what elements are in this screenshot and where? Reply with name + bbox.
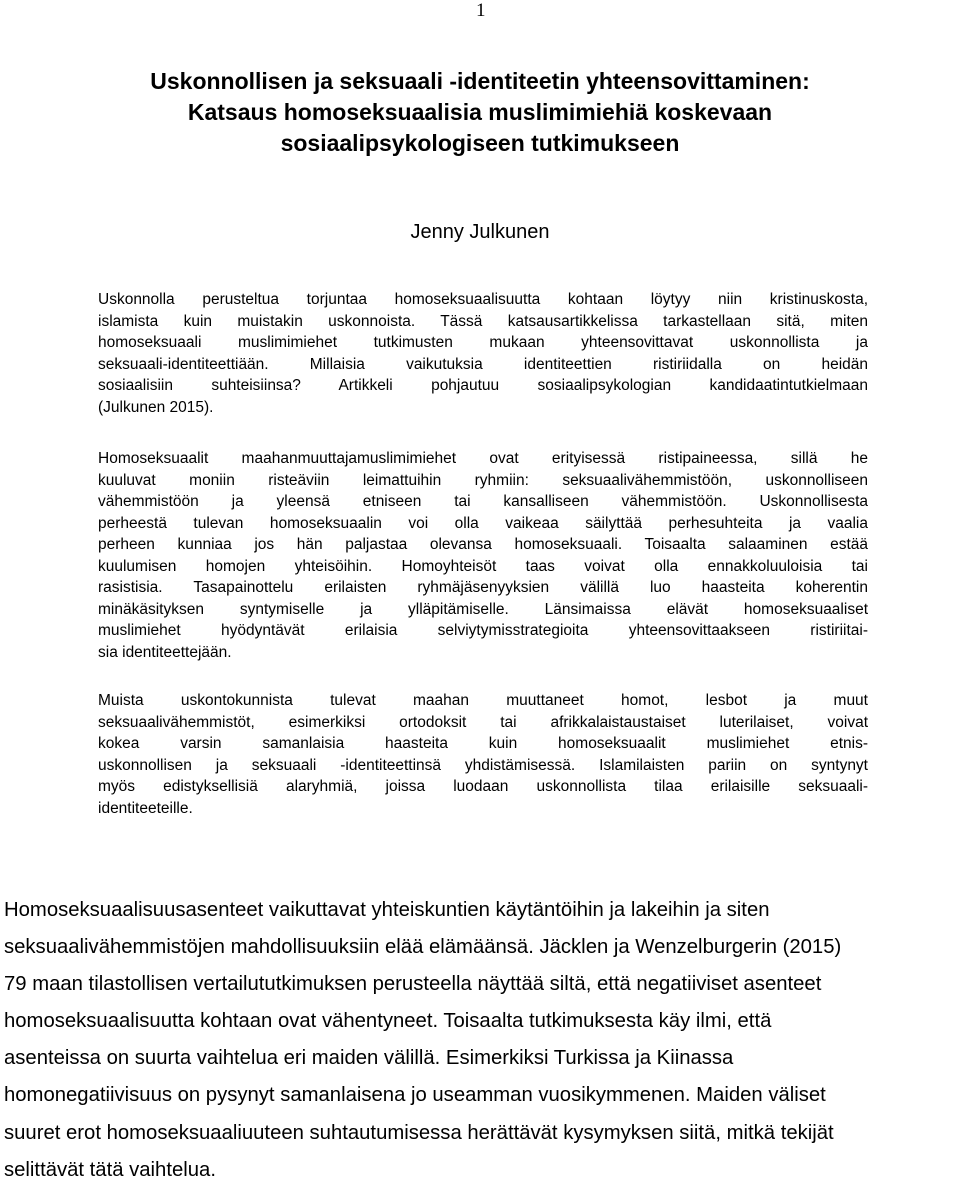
title-line: Katsaus homoseksuaalisia muslimimiehiä koskevaan [187, 99, 773, 125]
paragraph-line: myös edistyksellisiä alaryhmiä, joissa luodaan uskonnollista tilaa erilaisille seksuaali- [98, 778, 868, 795]
body-line: suuret erot homoseksuaaliuuteen suhtautumisessa herättävät kysymyksen siitä, mitkä tekijät [4, 1121, 834, 1144]
body-line: seksuaalivähemmistöjen mahdollisuuksiin elää elämäänsä. Jäcklen ja Wenzelburgerin (2015) [4, 936, 842, 959]
paragraph-line: muslimiehet hyödyntävät erilaisia selviytymisstrategioita yhteensovittaakseen ristiriitai- [98, 622, 868, 639]
paragraph-line: Homoseksuaalit maahanmuuttajamuslimimiehet ovat erityisessä ristipaineessa, sillä he [98, 450, 868, 467]
body-line: asenteissa on suurta vaihtelua eri maiden välillä. Esimerkiksi Turkissa ja Kiinassa [4, 1047, 734, 1070]
body-paragraph [4, 892, 954, 1189]
abstract-line: Uskonnolla perusteltua torjuntaa homoseksuaalisuutta kohtaan löytyy niin kristinuskosta, [98, 291, 868, 308]
paragraph-line: vähemmistöön ja yleensä etniseen tai kansalliseen vähemmistöön. Uskonnollisesta [98, 493, 868, 510]
paragraph-line: perheen kunniaa jos hän paljastaa olevansa homoseksuaali. Toisaalta salaaminen estää [98, 536, 868, 553]
paragraph-line: kuuluvat moniin risteäviin leimattuihin ryhmiin: seksuaalivähemmistöön, uskonnolliseen [98, 471, 868, 489]
body-line: homoseksuaalisuutta kohtaan ovat vähentyneet. Toisaalta tutkimuksesta käy ilmi, että [4, 1010, 772, 1033]
page-number: 1 [476, 0, 486, 21]
body-line: Homoseksuaalisuusasenteet vaikuttavat yhteiskuntien käytäntöihin ja lakeihin ja siten [4, 899, 770, 921]
body-line: 79 maan tilastollisen vertailututkimuksen perusteella näyttää siltä, että negatiiviset asenteet [4, 973, 822, 996]
intro-paragraph-2 [98, 690, 868, 819]
abstract [98, 289, 868, 418]
body-line: selittävät tätä vaihtelua. [4, 1158, 216, 1181]
intro-paragraph-1 [98, 448, 868, 663]
paragraph-line: perheestä tulevan homoseksuaalin voi olla vaikeaa säilyttää perhesuhteita ja vaalia [98, 514, 868, 532]
paragraph-line: Muista uskontokunnista tulevat maahan muuttaneet homot, lesbot ja muut [98, 692, 868, 709]
paragraph-line: uskonnollisen ja seksuaali -identiteettinsä yhdistämisessä. Islamilaisten pariin on syntynyt [98, 756, 868, 774]
title-line: Uskonnollisen ja seksuaali -identiteetin yhteensovittaminen: [150, 68, 810, 94]
title-line: sosiaalipsykologiseen tutkimukseen [280, 130, 680, 156]
abstract-line: (Julkunen 2015). [98, 398, 214, 416]
paragraph-line: sia identiteettejään. [98, 643, 232, 661]
abstract-line: sosiaalisiin suhteisiinsa? Artikkeli pohjautuu sosiaalipsykologian kandidaatintutkielmaan [98, 377, 868, 394]
paragraph-line: rasistisia. Tasapainottelu erilaisten ryhmäjäsenyyksien välillä luo haasteita koherentin [98, 579, 868, 596]
paragraph-line: seksuaalivähemmistöt, esimerkiksi ortodoksit tai afrikkalaistaustaiset luterilaiset, voivat [98, 713, 868, 731]
abstract-line: homoseksuaali muslimimiehet tutkimusten mukaan yhteensovittavat uskonnollista ja [98, 334, 868, 351]
body-line: homonegatiivisuus on pysynyt samanlaisena jo useamman vuosikymmenen. Maiden väliset [4, 1084, 826, 1107]
abstract-line: islamista kuin muistakin uskonnoista. Tässä katsausartikkelissa tarkastellaan sitä, miten [98, 312, 868, 330]
author-name: Jenny Julkunen [410, 221, 550, 243]
abstract-line: seksuaali-identiteettiään. Millaisia vaikutuksia identiteettien ristiriidalla on heidän [98, 355, 868, 373]
paragraph-line: identiteeteille. [98, 799, 193, 817]
paragraph-line: kuulumisen homojen yhteisöihin. Homoyhteisöt taas voivat olla ennakkoluuloisia tai [98, 557, 868, 575]
paragraph-line: kokea varsin samanlaisia haasteita kuin homoseksuaalit muslimiehet etnis- [98, 735, 868, 752]
paragraph-line: minäkäsityksen syntymiselle ja ylläpitämiselle. Länsimaissa elävät homoseksuaaliset [98, 600, 868, 618]
article-title [90, 66, 870, 159]
